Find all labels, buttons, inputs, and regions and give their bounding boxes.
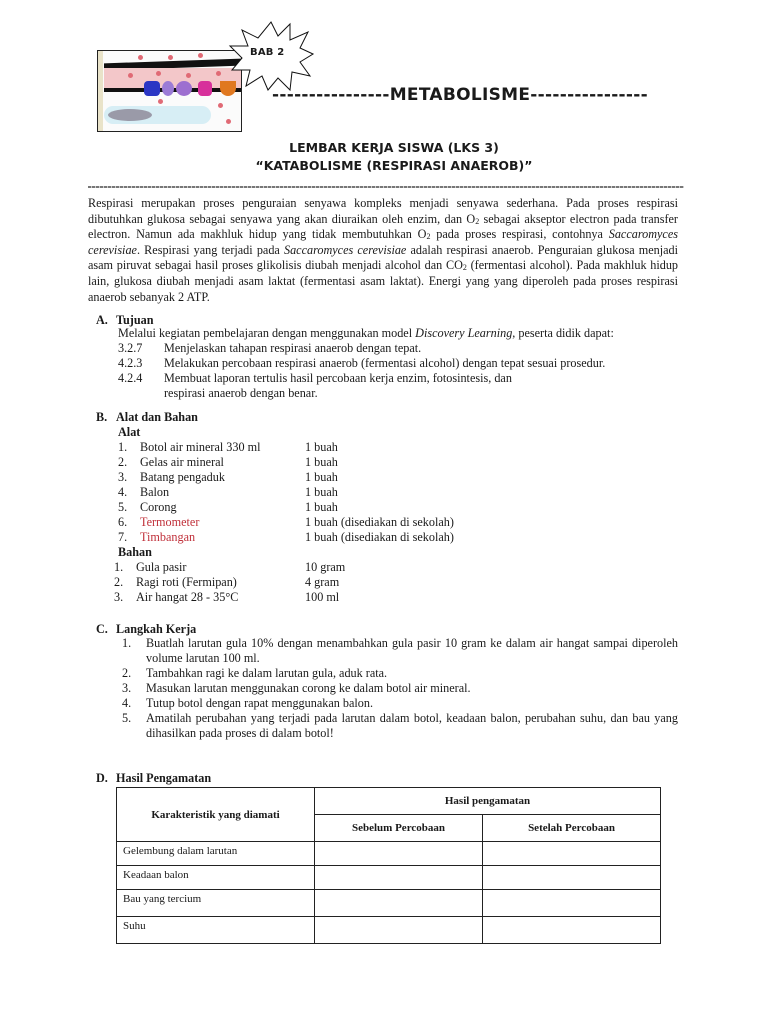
item-name: Gula pasir [136, 560, 187, 574]
item-number: 2. [114, 575, 124, 589]
list-item [118, 500, 618, 515]
header-characteristic: Karakteristik yang diamati [117, 788, 315, 842]
chapter-badge: BAB 2 [250, 47, 285, 58]
after-cell[interactable] [483, 890, 661, 917]
header-result-group: Hasil pengamatan [315, 788, 661, 815]
molecule-dot [226, 119, 231, 124]
before-cell[interactable] [315, 866, 483, 890]
item-number: 3. [118, 470, 128, 484]
mitochondria-illustration [97, 50, 242, 132]
item-name: Corong [140, 500, 177, 514]
table-row [117, 917, 661, 944]
molecule-dot [138, 55, 143, 60]
item-number: 1. [114, 560, 124, 574]
molecule-dot [128, 73, 133, 78]
species-name: Saccaromyces cerevisiae [88, 227, 678, 257]
complex-iii-icon [176, 81, 192, 96]
illustration-sidebar [98, 51, 103, 131]
page-title: ----------------METABOLISME---------------- [272, 85, 648, 105]
before-cell[interactable] [315, 890, 483, 917]
item-quantity: 1 buah [305, 500, 338, 514]
species-name: Saccaromyces cerevisiae [283, 242, 407, 257]
complex-ii-icon [162, 81, 174, 96]
section-divider [88, 186, 684, 188]
item-quantity: 1 buah [305, 485, 338, 499]
item-name: Batang pengaduk [140, 470, 225, 484]
goal-item: 3.2.7 Menjelaskan tahapan respirasi anaerob dengan tepat. [118, 341, 422, 355]
after-cell[interactable] [483, 917, 661, 944]
list-item [118, 530, 618, 545]
characteristic-cell: Gelembung dalam larutan [117, 842, 315, 866]
item-name: Timbangan [140, 530, 196, 544]
list-item [114, 590, 614, 605]
list-item [118, 515, 618, 530]
list-item [118, 485, 618, 500]
item-quantity: 1 buah (disediakan di sekolah) [305, 515, 454, 529]
table-row [117, 890, 661, 917]
worksheet-title: LEMBAR KERJA SISWA (LKS 3) [289, 140, 499, 155]
list-item [114, 560, 614, 575]
observation-table [116, 787, 661, 944]
goal-item: 4.2.3 Melakukan percobaan respirasi anaerob (fermentasi alcohol) dengan tepat sesuai prosedur. [118, 356, 606, 370]
item-name: Balon [140, 485, 170, 499]
item-number: 1. [118, 440, 128, 454]
item-number: 4. [118, 485, 128, 499]
item-name: Gelas air mineral [140, 455, 224, 469]
item-name: Botol air mineral 330 ml [140, 440, 261, 454]
item-name: Ragi roti (Fermipan) [136, 575, 237, 589]
complex-iv-icon [198, 81, 212, 96]
section-c-heading: C. Langkah Kerja [96, 622, 197, 636]
molecule-dot [216, 71, 221, 76]
item-quantity: 10 gram [305, 560, 346, 574]
after-cell[interactable] [483, 866, 661, 890]
list-item [118, 440, 618, 455]
intro-paragraph: Respirasi merupakan proses penguraian senyawa kompleks menjadi senyawa sederhana. Pada proses respirasi dibutuhkan glukosa sebagai senyawa yang akan diuraikan oleh enzim, dan $O_2$ sebagai akseptor electron pada transfer electron. Namun ada makhluk hidup yang tidak membutuhkan $O_2$ pada proses respirasi, contohnya Saccaromyces cerevisiae. Respirasi yang terjadi pada Saccaromyces cerevisiae adalah respirasi anaerob. Penguraian glukosa menjadi asam piruvat sebagai hasil proses glikolisis diubah menjadi alcohol dan $CO_2$ (fermentasi alcohol). Pada makhluk hidup lain, glukosa diubah menjadi asam laktat (fermentasi asam laktat). Energi yang yang diperoleh pada proses respirasi anaerob sebanyak 2 ATP. [88, 196, 679, 304]
item-number: 2. [118, 455, 128, 469]
item-number: 3. [114, 590, 124, 604]
item-quantity: 1 buah [305, 440, 338, 454]
molecule-dot [156, 71, 161, 76]
list-item [118, 470, 618, 485]
header-before: Sebelum Percobaan [315, 815, 483, 842]
after-cell[interactable] [483, 842, 661, 866]
characteristic-cell: Bau yang tercium [117, 890, 315, 917]
molecule-dot [186, 73, 191, 78]
header-after: Setelah Percobaan [483, 815, 661, 842]
item-name: Termometer [140, 515, 200, 529]
section-d-heading: D. Hasil Pengamatan [96, 771, 212, 785]
molecule-dot [158, 99, 163, 104]
table-row [117, 842, 661, 866]
item-quantity: 100 ml [305, 590, 340, 604]
worksheet-subtitle: “KATABOLISME (RESPIRASI ANAEROB)” [255, 158, 533, 173]
before-cell[interactable] [315, 917, 483, 944]
table-row [117, 866, 661, 890]
molecule-dot [198, 53, 203, 58]
item-quantity: 1 buah (disediakan di sekolah) [305, 530, 454, 544]
before-cell[interactable] [315, 842, 483, 866]
item-quantity: 1 buah [305, 455, 338, 469]
section-b-heading: B. Alat dan Bahan [96, 410, 198, 424]
item-number: 7. [118, 530, 128, 544]
characteristic-cell: Suhu [117, 917, 315, 944]
alat-heading: Alat [118, 425, 141, 439]
section-a-heading: A. Tujuan [96, 313, 154, 327]
molecule-dot [168, 55, 173, 60]
goal-item: 4.2.4 Membuat laporan tertulis hasil percobaan kerja enzim, fotosintesis, dan respirasi anaerob dengan benar. [118, 371, 512, 400]
goals-intro: Melalui kegiatan pembelajaran dengan menggunakan model Discovery Learning, peserta didik dapat: [118, 326, 614, 340]
item-number: 5. [118, 500, 128, 514]
list-item [114, 575, 614, 590]
complex-i-icon [144, 81, 160, 96]
bahan-heading: Bahan [118, 545, 152, 559]
list-item [118, 455, 618, 470]
item-name: Air hangat 28 - 35°C [136, 590, 239, 604]
step-item: 1. Buatlah larutan gula 10% dengan menambahkan gula pasir 10 gram ke dalam air hangat sampai diperoleh volume larutan 100 ml. [122, 636, 678, 665]
mitochondrion-shape [108, 109, 152, 121]
item-quantity: 4 gram [305, 575, 340, 589]
item-quantity: 1 buah [305, 470, 338, 484]
item-number: 6. [118, 515, 128, 529]
characteristic-cell: Keadaan balon [117, 866, 315, 890]
molecule-dot [218, 103, 223, 108]
